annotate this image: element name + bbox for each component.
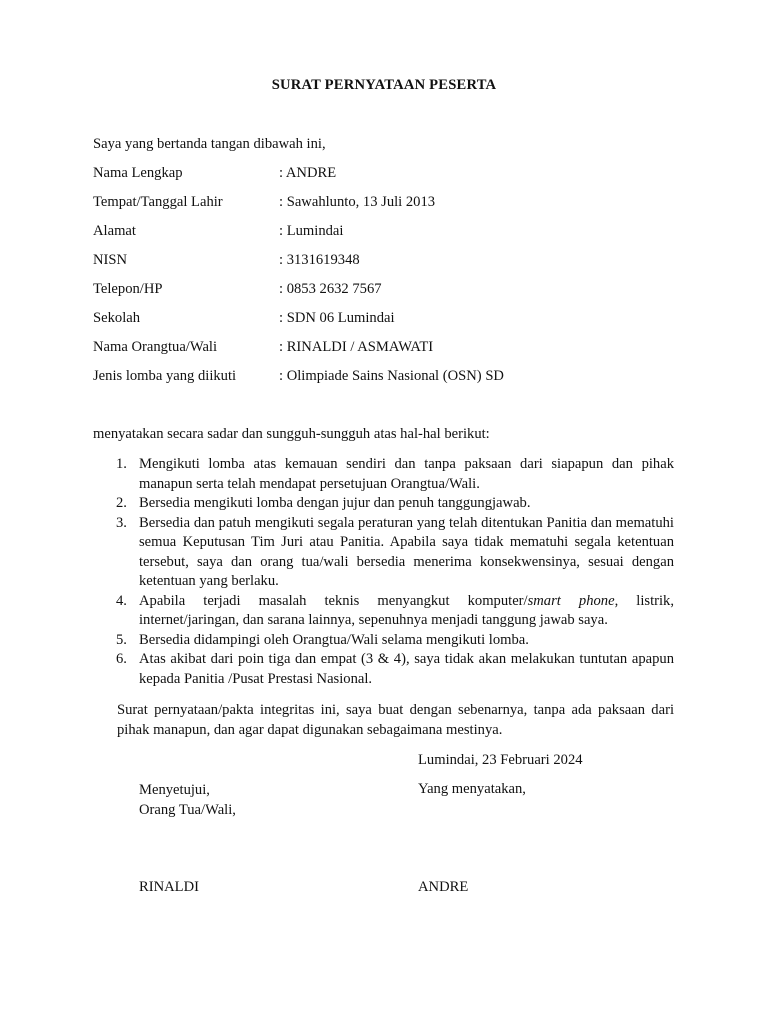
declarant-name: ANDRE xyxy=(418,879,469,895)
field-row xyxy=(93,339,504,368)
place-date: Lumindai, 23 Februari 2024 xyxy=(418,752,583,768)
item-text: Bersedia didampingi oleh Orangtua/Wali selama mengikuti lomba. xyxy=(139,631,529,648)
field-label: NISN xyxy=(93,252,128,268)
identity-fields xyxy=(93,165,504,397)
item-text: Bersedia dan patuh mengikuti segala peraturan yang telah ditentukan Panitia dan mematuhi semua Keputusan Tim Juri atau Panitia. Apabila saya tidak mematuhi segala ketentuan tersebut, saya dan orang tua/wali bersedia menerima konsekwensinya, sesuai dengan ketentuan yang berlaku. xyxy=(139,514,674,589)
field-row xyxy=(93,194,504,223)
item-number: 2. xyxy=(116,495,127,511)
item-number: 1. xyxy=(116,456,127,472)
list-item xyxy=(93,631,674,651)
approver-line: Menyetujui, xyxy=(139,782,210,798)
field-value: : Sawahlunto, 13 Juli 2013 xyxy=(279,194,436,210)
field-value: : SDN 06 Lumindai xyxy=(279,310,395,326)
field-value: : 3131619348 xyxy=(279,252,360,268)
item-number: 6. xyxy=(116,651,127,667)
field-value: : Olimpiade Sains Nasional (OSN) SD xyxy=(279,368,504,384)
list-item xyxy=(93,494,674,514)
field-label: Tempat/Tanggal Lahir xyxy=(93,194,223,210)
item-number: 3. xyxy=(116,514,127,531)
intro-text: Saya yang bertanda tangan dibawah ini, xyxy=(93,136,326,152)
document-title: SURAT PERNYATAAN PESERTA xyxy=(271,77,497,93)
item-text xyxy=(139,592,674,631)
field-value: : ANDRE xyxy=(279,165,337,181)
field-row xyxy=(93,368,504,397)
field-value: : RINALDI / ASMAWATI xyxy=(279,339,434,355)
approver-line: Orang Tua/Wali, xyxy=(139,801,236,818)
list-item xyxy=(93,455,674,494)
field-value: : 0853 2632 7567 xyxy=(279,281,382,297)
closing-text: Surat pernyataan/pakta integritas ini, saya buat dengan sebenarnya, tanpa ada paksaan dari pihak manapun, dan agar dapat digunakan sebagaimana mestinya. xyxy=(117,702,674,738)
field-row xyxy=(93,252,504,281)
field-label: Nama Orangtua/Wali xyxy=(93,339,218,355)
item-text-italic: smart phone xyxy=(527,592,615,609)
field-label: Sekolah xyxy=(93,310,141,326)
field-label: Telepon/HP xyxy=(93,281,163,297)
field-row xyxy=(93,281,504,310)
item-text: Mengikuti lomba atas kemauan sendiri dan tanpa paksaan dari siapapun dan pihak manapun serta telah mendapat persetujuan Orangtua/Wali. xyxy=(139,456,674,492)
field-row xyxy=(93,165,504,194)
item-text-part: , listrik, internet/jaringan, dan sarana lainnya, sepenuhnya menjadi tanggung jawab saya. xyxy=(139,592,674,628)
declarant-label: Yang menyatakan, xyxy=(418,781,526,797)
item-text: Atas akibat dari poin tiga dan empat (3 & 4), saya tidak akan melakukan tuntutan apapun kepada Panitia /Pusat Prestasi Nasional. xyxy=(139,651,674,687)
list-item xyxy=(93,650,674,689)
list-item xyxy=(93,592,674,631)
points-list xyxy=(93,455,674,689)
field-value: : Lumindai xyxy=(279,223,344,239)
approver-name: RINALDI xyxy=(139,879,199,895)
field-row xyxy=(93,310,504,339)
item-text-part: Apabila terjadi masalah teknis menyangkut komputer/ xyxy=(139,592,528,609)
item-number: 4. xyxy=(116,592,127,609)
field-row xyxy=(93,223,504,252)
field-label: Alamat xyxy=(93,223,136,239)
item-number: 5. xyxy=(116,631,127,648)
approver-block xyxy=(139,781,236,820)
list-item xyxy=(93,514,674,592)
field-label: Nama Lengkap xyxy=(93,165,183,181)
field-label: Jenis lomba yang diikuti xyxy=(93,368,237,384)
statement-text: menyatakan secara sadar dan sungguh-sungguh atas hal-hal berikut: xyxy=(93,426,490,442)
item-text: Bersedia mengikuti lomba dengan jujur dan penuh tanggungjawab. xyxy=(139,495,531,511)
